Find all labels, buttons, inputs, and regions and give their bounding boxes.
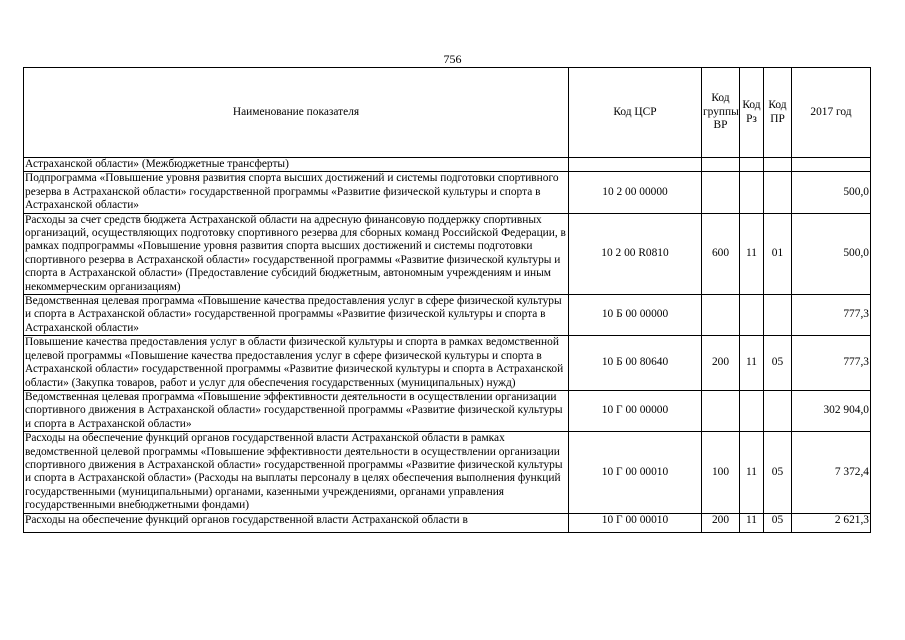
table-row <box>24 513 871 532</box>
row-csr: 10 2 00 R0810 <box>569 213 702 294</box>
row-pr <box>764 158 792 172</box>
row-pr: 05 <box>764 432 792 513</box>
header-name: Наименование показателя <box>24 68 569 158</box>
header-year: 2017 год <box>792 68 871 158</box>
table-row <box>24 295 871 336</box>
row-csr: 10 2 00 00000 <box>569 172 702 213</box>
row-rz: 11 <box>740 513 764 532</box>
row-vr <box>702 295 740 336</box>
row-vr: 200 <box>702 513 740 532</box>
row-pr: 01 <box>764 213 792 294</box>
row-rz <box>740 390 764 431</box>
table-row <box>24 172 871 213</box>
row-csr: 10 Б 00 80640 <box>569 336 702 391</box>
table-row <box>24 390 871 431</box>
row-rz: 11 <box>740 432 764 513</box>
row-name: Астраханской области» (Межбюджетные трансферты) <box>24 158 569 172</box>
row-amount: 7 372,4 <box>792 432 871 513</box>
row-name: Расходы на обеспечение функций органов государственной власти Астраханской области в рамках ведомственной целевой программы «Повышение эффективности деятельности в осуществлении организации спортивного движения в Астраханской области» государственной программы «Развитие физической культуры и спорта в Астраханской области» (Расходы на выплаты персоналу в целях обеспечения выполнения функций государственными (муниципальными) органами, казенными учреждениями, органами управления государственными внебюджетными фондами) <box>24 432 569 513</box>
page-number: 756 <box>443 52 462 66</box>
row-name: Расходы за счет средств бюджета Астраханской области на адресную финансовую поддержку спортивных организаций, осуществляющих подготовку спортивного резерва для сборных команд Российской Федерации, в рамках подпрограммы «Повышение уровня развития спорта высших достижений и системы подготовки спортивного резерва в Астраханской области» государственной программы «Развитие физической культуры и спорта в Астраханской области» (Предоставление субсидий бюджетным, автономным учреждениям и иным некоммерческим организациям) <box>24 213 569 294</box>
row-amount: 777,3 <box>792 336 871 391</box>
row-name: Подпрограмма «Повышение уровня развития спорта высших достижений и системы подготовки спортивного резерва в Астраханской области» государственной программы «Развитие физической культуры и спорта в Астраханской области» <box>24 172 569 213</box>
row-csr: 10 Г 00 00000 <box>569 390 702 431</box>
row-rz: 11 <box>740 336 764 391</box>
row-pr: 05 <box>764 336 792 391</box>
header-rz: Код Рз <box>740 68 764 158</box>
row-rz <box>740 158 764 172</box>
table-row <box>24 158 871 172</box>
row-name: Ведомственная целевая программа «Повышение качества предоставления услуг в сфере физической культуры и спорта в Астраханской области» государственной программы «Развитие физической культуры и спорта в Астраханской области» <box>24 295 569 336</box>
row-name: Ведомственная целевая программа «Повышение эффективности деятельности в осуществлении организации спортивного движения в Астраханской области» государственной программы «Развитие физической культуры и спорта в Астраханской области» <box>24 390 569 431</box>
row-amount: 500,0 <box>792 172 871 213</box>
row-rz <box>740 172 764 213</box>
row-csr: 10 Г 00 00010 <box>569 432 702 513</box>
row-vr: 100 <box>702 432 740 513</box>
row-vr <box>702 390 740 431</box>
table-header-row <box>24 68 871 158</box>
row-csr: 10 Б 00 00000 <box>569 295 702 336</box>
row-name: Расходы на обеспечение функций органов государственной власти Астраханской области в <box>24 513 569 532</box>
row-csr <box>569 158 702 172</box>
header-vr: Код группы ВР <box>702 68 740 158</box>
row-amount: 2 621,3 <box>792 513 871 532</box>
row-pr <box>764 295 792 336</box>
row-pr <box>764 172 792 213</box>
row-csr: 10 Г 00 00010 <box>569 513 702 532</box>
table-row <box>24 213 871 294</box>
row-vr <box>702 158 740 172</box>
row-vr: 200 <box>702 336 740 391</box>
table-row <box>24 336 871 391</box>
header-pr: Код ПР <box>764 68 792 158</box>
row-name: Повышение качества предоставления услуг в области физической культуры и спорта в рамках ведомственной целевой программы «Повышение качества предоставления услуг в сфере физической культуры и спорта в Астраханской области» государственной программы «Развитие физической культуры и спорта в Астраханской области» (Закупка товаров, работ и услуг для обеспечения государственных (муниципальных) нужд) <box>24 336 569 391</box>
row-vr: 600 <box>702 213 740 294</box>
row-rz <box>740 295 764 336</box>
row-pr: 05 <box>764 513 792 532</box>
budget-table <box>23 67 871 533</box>
header-csr: Код ЦСР <box>569 68 702 158</box>
row-rz: 11 <box>740 213 764 294</box>
row-vr <box>702 172 740 213</box>
row-amount: 777,3 <box>792 295 871 336</box>
row-amount: 302 904,0 <box>792 390 871 431</box>
table-row <box>24 432 871 513</box>
row-amount: 500,0 <box>792 213 871 294</box>
row-amount <box>792 158 871 172</box>
row-pr <box>764 390 792 431</box>
